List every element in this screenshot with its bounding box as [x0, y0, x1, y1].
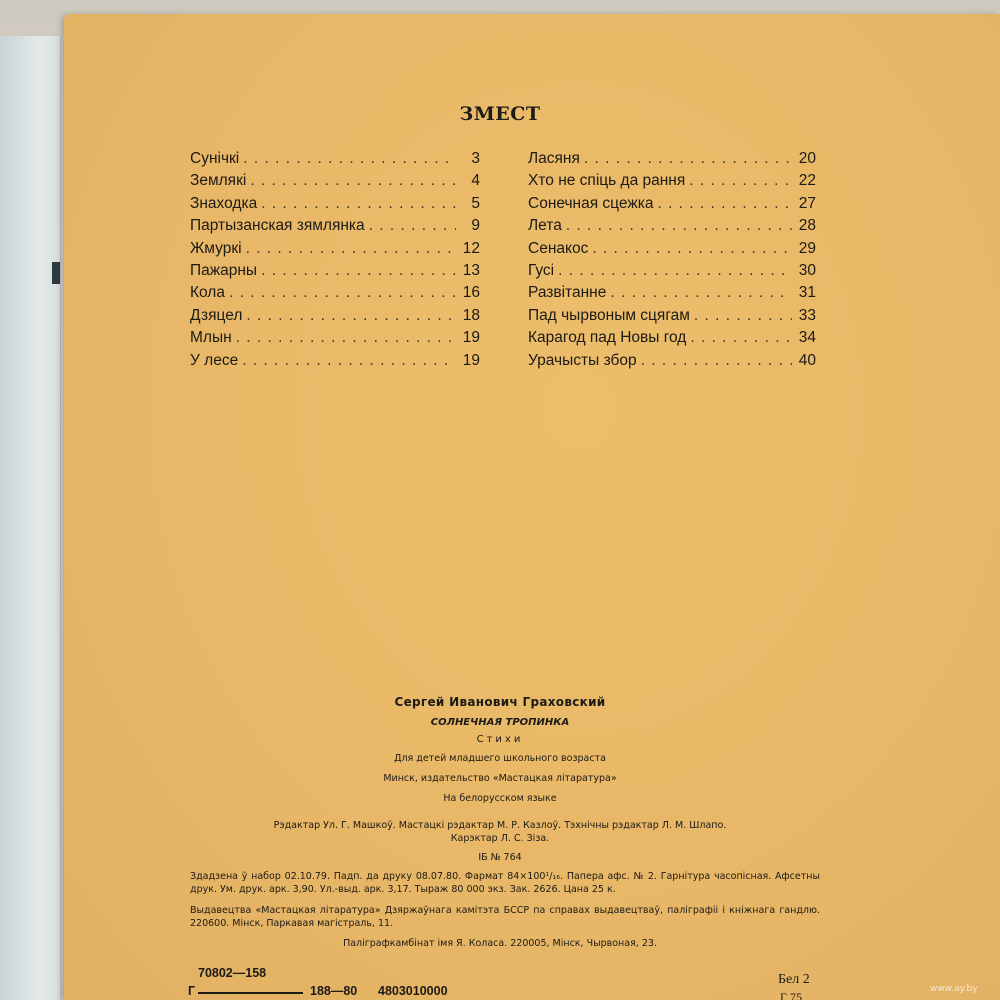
toc-entry-title: Лета [528, 217, 562, 235]
toc-entry-title: Землякі [190, 172, 247, 190]
toc-entry-page: 4 [471, 172, 480, 190]
toc-entry-page: 27 [798, 194, 816, 212]
toc-entry-page: 5 [471, 194, 480, 212]
toc-entry-page: 20 [798, 150, 816, 167]
imprint-editors: Рэдактар Ул. Г. Машкоў. Мастацкі рэдактар М. Р. Казлоў. Тэхнічны рэдактар Л. М. Шлапо. [273, 820, 727, 831]
toc-entry-title: Сенакос [528, 239, 589, 257]
toc-entry-page: 19 [462, 329, 480, 347]
toc-entry-title: Пажарны [190, 261, 258, 279]
toc-leader-dots [657, 195, 792, 213]
catalog-index: Бел 2 [778, 972, 810, 987]
toc-entry-page: 3 [471, 150, 480, 167]
toc-entry [190, 307, 480, 329]
toc-entry-page: 33 [798, 306, 816, 324]
toc-entry [190, 352, 480, 374]
toc-entry-title: Млын [190, 329, 232, 347]
toc-entry-title: Сунічкі [190, 150, 240, 167]
toc-entry-page: 34 [798, 329, 816, 347]
toc-entry [528, 217, 816, 239]
code-number: 188—80 [310, 984, 358, 998]
toc-leader-dots [690, 329, 792, 347]
imprint-printing-house: Паліграфкамбінат імя Я. Коласа. 220005, Мінск, Чырвоная, 23. [343, 938, 657, 949]
imprint-ib-number: ІБ № 764 [478, 852, 522, 863]
toc-entry [190, 195, 480, 217]
toc-leader-dots [592, 240, 792, 258]
toc-entry [190, 150, 480, 172]
toc-entry-title: Сонечная сцежка [528, 194, 654, 212]
toc-entry-page: 12 [462, 239, 480, 257]
toc-entry [190, 262, 480, 284]
toc-right-column [528, 150, 816, 374]
toc-entry [528, 352, 816, 374]
code-top: 70802—158 [198, 966, 267, 980]
toc-entry [528, 195, 816, 217]
toc-leader-dots [566, 217, 792, 235]
toc-leader-dots [694, 307, 792, 325]
toc-entry-title: Гусі [528, 261, 555, 279]
toc-entry [528, 172, 816, 194]
toc-leader-dots [246, 307, 456, 325]
toc-entry [528, 329, 816, 351]
toc-leader-dots [641, 352, 792, 370]
toc-leader-dots [250, 172, 456, 190]
toc-leader-dots [243, 150, 456, 168]
toc-leader-dots [558, 262, 792, 280]
toc-leader-dots [261, 262, 456, 280]
toc-entry-title: Урачысты збор [528, 351, 637, 369]
toc-entry-page: 31 [798, 284, 816, 302]
imprint-publishing-house: Выдавецтва «Мастацкая літаратура» Дзяржаўнага камітэта БССР па справах выдавецтваў, паліграфіі і кніжнага гандлю. 220600. Мінск, Паркавая магістраль, 11. [190, 905, 820, 929]
toc-entry-page: 9 [471, 217, 480, 235]
toc-entry-title: Знаходка [190, 194, 258, 212]
toc-entry-page: 22 [798, 172, 816, 190]
toc-entry [528, 240, 816, 262]
imprint-book-title: СОЛНЕЧНАЯ ТРОПИНКА [430, 717, 570, 728]
imprint-author: Сергей Иванович Граховский [394, 695, 606, 709]
toc-entry-page: 28 [798, 217, 816, 235]
toc-entry-page: 29 [798, 239, 816, 257]
toc-entry-title: Развітанне [528, 284, 607, 302]
toc-entry-page: 16 [462, 284, 480, 302]
toc-entry-title: Партызанская зямлянка [190, 217, 365, 235]
toc-leader-dots [610, 284, 792, 302]
code-letter: Г [188, 984, 196, 998]
toc-entry-page: 40 [798, 351, 816, 369]
toc-entry [190, 329, 480, 351]
toc-entry-page: 13 [462, 261, 480, 279]
toc-entry-title: Карагод пад Новы год [528, 329, 687, 347]
toc-entry-title: Жмуркі [190, 239, 242, 257]
toc-leader-dots [689, 172, 792, 190]
toc-left-column [190, 150, 480, 374]
catalog-code-block [188, 966, 488, 1000]
toc-entry [190, 172, 480, 194]
toc-leader-dots [261, 195, 456, 213]
toc-entry-page: 18 [462, 306, 480, 324]
imprint-corrector: Карэктар Л. С. Зіза. [450, 833, 550, 844]
toc-entry [190, 217, 480, 239]
code-rule [198, 992, 303, 994]
toc-entry-page: 19 [462, 351, 480, 369]
toc-entry-title: У лесе [190, 351, 239, 369]
watermark: www.ay.by [930, 984, 978, 994]
toc-leader-dots [246, 240, 456, 258]
catalog-index-2: Г 75 [780, 990, 802, 1000]
toc-entry [190, 240, 480, 262]
toc-entry-page: 30 [798, 261, 816, 279]
toc-title: ЗМЕСТ [459, 103, 541, 125]
code-serial: 4803010000 [378, 984, 448, 998]
imprint-language: На белорусском языке [443, 793, 557, 804]
toc-entry [528, 284, 816, 306]
imprint-genre: Стихи [476, 734, 524, 745]
toc-entry [528, 150, 816, 172]
toc-entry [528, 262, 816, 284]
imprint-audience: Для детей младшего школьного возраста [394, 753, 606, 764]
imprint-publisher: Минск, издательство «Мастацкая літаратура» [383, 773, 617, 784]
imprint-print-details: Здадзена ў набор 02.10.79. Падп. да друку 08.07.80. Фармат 84×100¹/₁₆. Папера афс. № 2. Гарнітура часопісная. Афсетны друк. Ум. друк. арк. 3,90. Ул.-выд. арк. 3,17. Тыраж 80 000 экз. Зак. 2626. Цана 25 к. [190, 871, 820, 895]
toc-entry-title: Кола [190, 284, 225, 302]
toc-entry [528, 307, 816, 329]
toc-leader-dots [236, 329, 456, 347]
toc-entry-title: Дзяцел [190, 306, 243, 324]
toc-entry [190, 284, 480, 306]
page-tab-marker [52, 262, 60, 284]
toc-leader-dots [584, 150, 792, 168]
toc-leader-dots [229, 284, 456, 302]
toc-entry-title: Ласяня [528, 150, 580, 167]
toc-entry-title: Пад чырвоным сцягам [528, 306, 690, 324]
toc-leader-dots [369, 217, 456, 235]
toc-leader-dots [242, 352, 456, 370]
toc-entry-title: Хто не спіць да рання [528, 172, 686, 190]
